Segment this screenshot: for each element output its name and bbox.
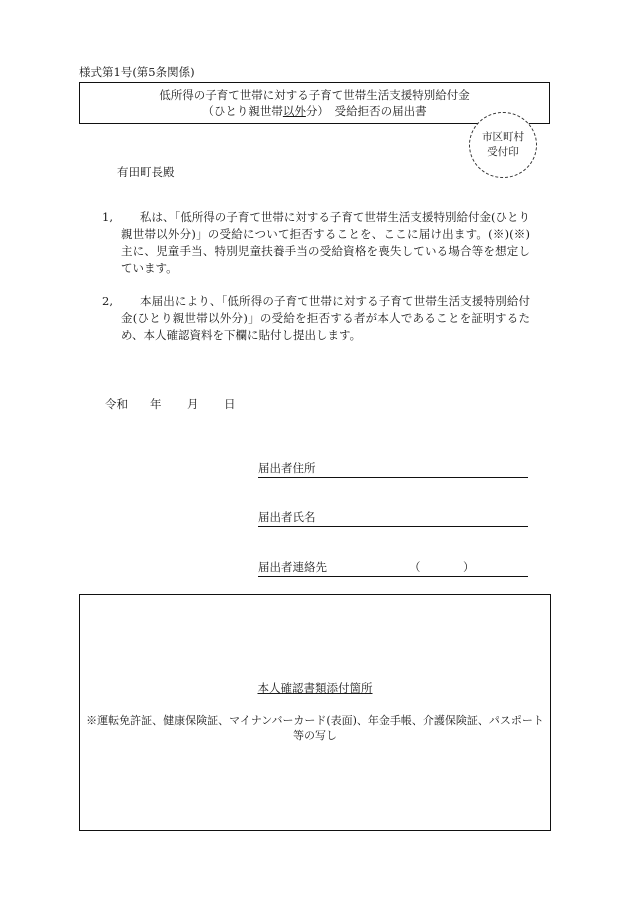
id-box-title (80, 680, 550, 696)
stamp-line1: 市区町村 (482, 131, 524, 143)
form-title-line1: 低所得の子育て世帯に対する子育て世帯生活支援特別給付金 (159, 88, 470, 102)
form-title-line2-prefix: （ひとり親世帯 (202, 104, 283, 118)
stamp-line2: 受付印 (487, 146, 519, 158)
name-field[interactable] (258, 510, 528, 527)
date-month: 月 (187, 397, 199, 411)
id-box-title-text: 本人確認書類添付箇所 (257, 681, 373, 695)
date-row (105, 396, 236, 412)
contact-field[interactable] (258, 560, 528, 577)
id-box-note: ※運転免許証、健康保険証、マイナンバーカード(表面)、年金手帳、介護保険証、パスポート等の写し (86, 714, 544, 742)
form-title-line2-underlined: 以外 (282, 104, 306, 118)
item-2-number: 2, (102, 294, 113, 308)
item-1-number: 1, (102, 210, 113, 224)
reception-stamp-circle (469, 112, 537, 178)
address-label: 届出者住所 (258, 461, 316, 475)
item-2-text: 本届出により、「低所得の子育て世帯に対する子育て世帯生活支援特別給付金(ひとり親世帯以外分)」の受給を拒否する者が本人であることを証明するため、本人確認資料を下欄に貼付し提出します。 (121, 294, 530, 342)
address-field[interactable] (258, 461, 528, 478)
date-day: 日 (224, 397, 236, 411)
form-title-line2-suffix: 分） 受給拒否の届出書 (305, 104, 427, 118)
name-label: 届出者氏名 (258, 510, 316, 524)
contact-label: 届出者連絡先 (258, 560, 327, 574)
item-1 (102, 209, 530, 277)
contact-paren-open: （ (409, 560, 421, 574)
contact-paren-close: ） (463, 560, 475, 574)
addressee: 有田町長殿 (117, 165, 175, 179)
item-2 (102, 293, 530, 344)
form-number: 様式第1号(第5条関係) (79, 65, 195, 79)
date-era: 令和 (105, 397, 128, 411)
date-year: 年 (150, 397, 162, 411)
item-1-text: 私は、「低所得の子育て世帯に対する子育て世帯生活支援特別給付金(ひとり親世帯以外分)」の受給について拒否することを、ここに届け出ます。(※)(※)主に、児童手当、特別児童扶養手当の受給資格を喪失している場合等を想定しています。 (121, 210, 530, 275)
form-title-line2 (80, 103, 549, 119)
form-title-box (79, 82, 550, 124)
id-document-box (79, 594, 551, 831)
